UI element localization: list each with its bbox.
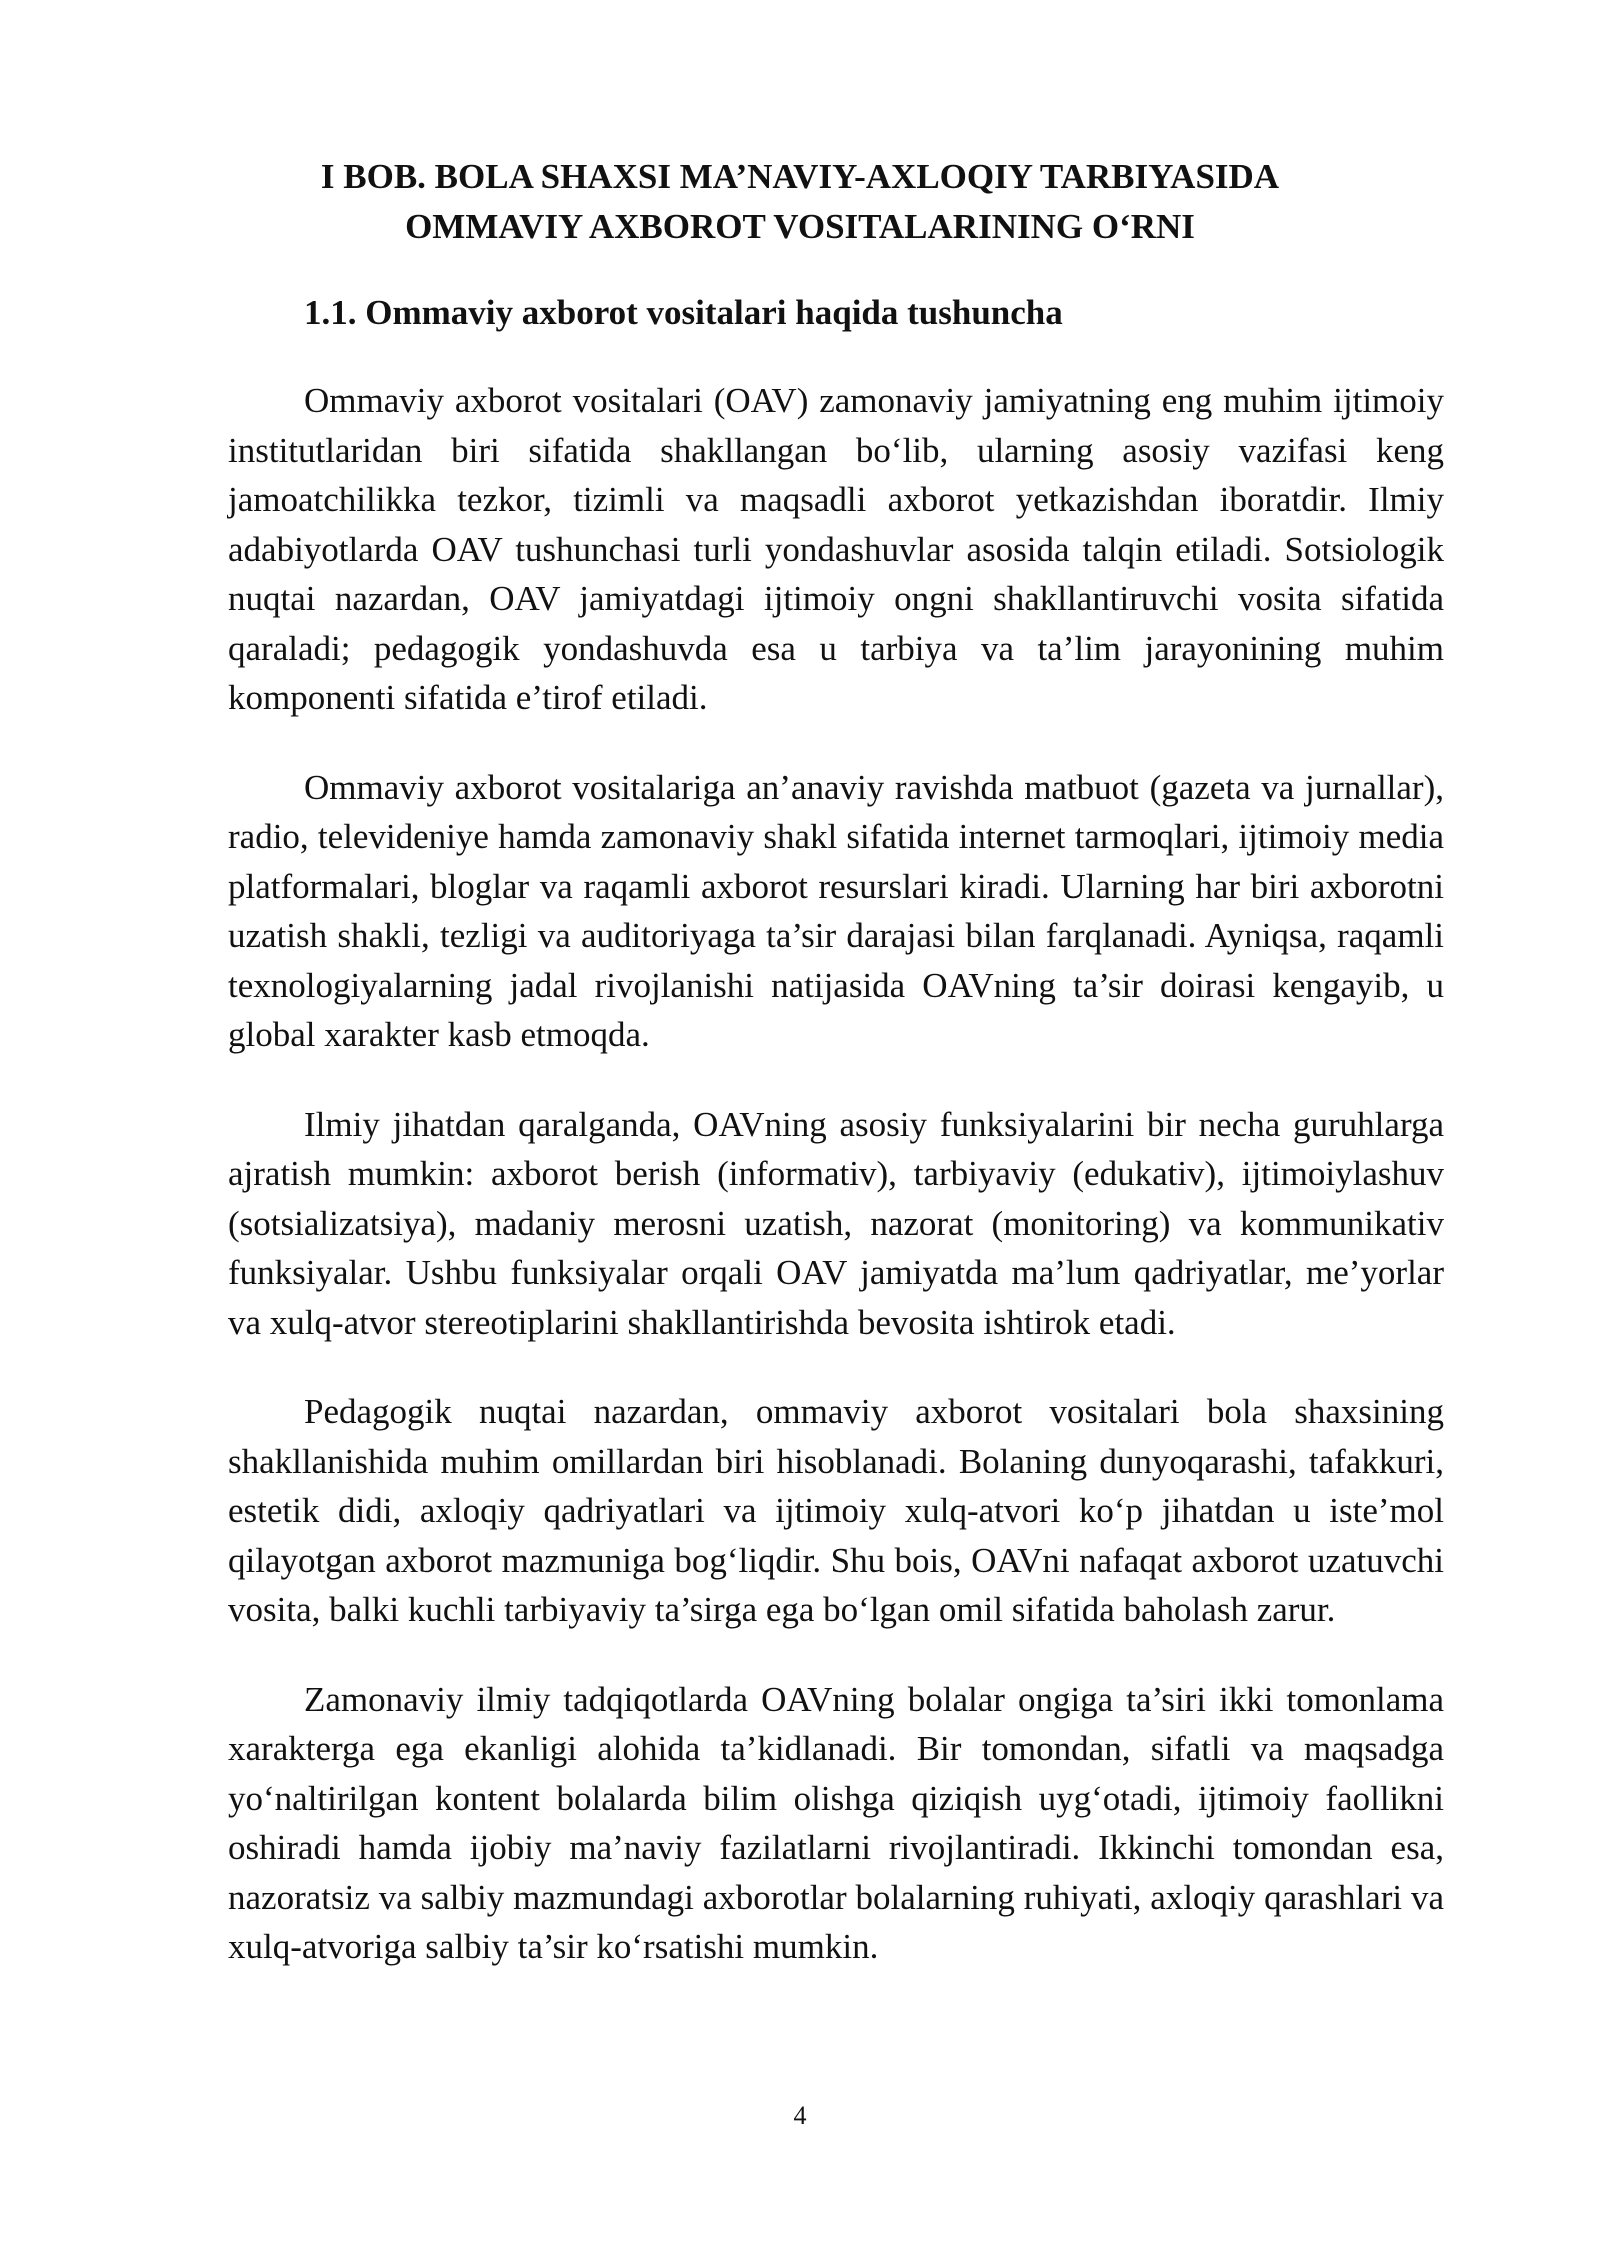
section-heading: 1.1. Ommaviy axborot vositalari haqida tushuncha (304, 293, 1063, 332)
paragraph-3: Ilmiy jihatdan qaralganda, OAVning asosiy funksiyalarini bir necha guruhlarga ajratish mumkin: axborot berish (informativ), tarbiyaviy (edukativ), ijtimoiylashuv (sotsializatsiya), madaniy merosni uzatish, nazorat (monitoring) va kommunikativ funksiyalar. Ushbu funksiyalar orqali OAV jamiyatda ma’lum qadriyatlar, me’yorlar va xulq-atvor stereotiplarini shakllantirishda bevosita ishtirok etadi. (228, 1104, 1444, 1342)
chapter-title (228, 152, 1372, 252)
paragraph-4: Pedagogik nuqtai nazardan, ommaviy axborot vositalari bola shaxsining shakllanishida muhim omillardan biri hisoblanadi. Bolaning dunyoqarashi, tafakkuri, estetik didi, axloqiy qadriyatlari va ijtimoiy xulq-atvori ko‘p jihatdan u iste’mol qilayotgan axborot mazmuniga bog‘liqdir. Shu bois, OAVni nafaqat axborot uzatuvchi vosita, balki kuchli tarbiyaviy ta’sirga ega bo‘lgan omil sifatida baholash zarur. (228, 1392, 1444, 1629)
chapter-title-line-1: I BOB. BOLA SHAXSI MA’NAVIY-AXLOQIY TARBIYASIDA (320, 157, 1280, 196)
page-number: 4 (793, 2101, 807, 2130)
paragraph-1: Ommaviy axborot vositalari (OAV) zamonaviy jamiyatning eng muhim ijtimoiy institutlaridan biri sifatida shakllangan bo‘lib, ularning asosiy vazifasi keng jamoatchilikka tezkor, tizimli va maqsadli axborot yetkazishdan iboratdir. Ilmiy adabiyotlarda OAV tushunchasi turli yondashuvlar asosida talqin etiladi. Sotsiologik nuqtai nazardan, OAV jamiyatdagi ijtimoiy ongni shakllantiruvchi vosita sifatida qaraladi; pedagogik yondashuvda esa u tarbiya va ta’lim jarayonining muhim komponenti sifatida e’tirof etiladi. (228, 381, 1444, 717)
body-text (228, 376, 1444, 2012)
paragraph-2: Ommaviy axborot vositalariga an’anaviy ravishda matbuot (gazeta va jurnallar), radio, televideniye hamda zamonaviy shakl sifatida internet tarmoqlari, ijtimoiy media platformalari, bloglar va raqamli axborot resurslari kiradi. Ularning har biri axborotni uzatish shakli, tezligi va auditoriyaga ta’sir darajasi bilan farqlanadi. Ayniqsa, raqamli texnologiyalarning jadal rivojlanishi natijasida OAVning ta’sir doirasi kengayib, u global xarakter kasb etmoqda. (228, 767, 1444, 1054)
paragraph-5: Zamonaviy ilmiy tadqiqotlarda OAVning bolalar ongiga ta’siri ikki tomonlama xarakterga ega ekanligi alohida ta’kidlanadi. Bir tomondan, sifatli va maqsadga yo‘naltirilgan kontent bolalarda bilim olishga qiziqish uyg‘otadi, ijtimoiy faollikni oshiradi hamda ijobiy ma’naviy fazilatlarni rivojlantiradi. Ikkinchi tomondan esa, nazoratsiz va salbiy mazmundagi axborotlar bolalarning ruhiyati, axloqiy qarashlari va xulq-atvoriga salbiy ta’sir ko‘rsatishi mumkin. (228, 1679, 1444, 1966)
chapter-title-line-2: OMMAVIY AXBOROT VOSITALARINING O‘RNI (405, 207, 1195, 246)
